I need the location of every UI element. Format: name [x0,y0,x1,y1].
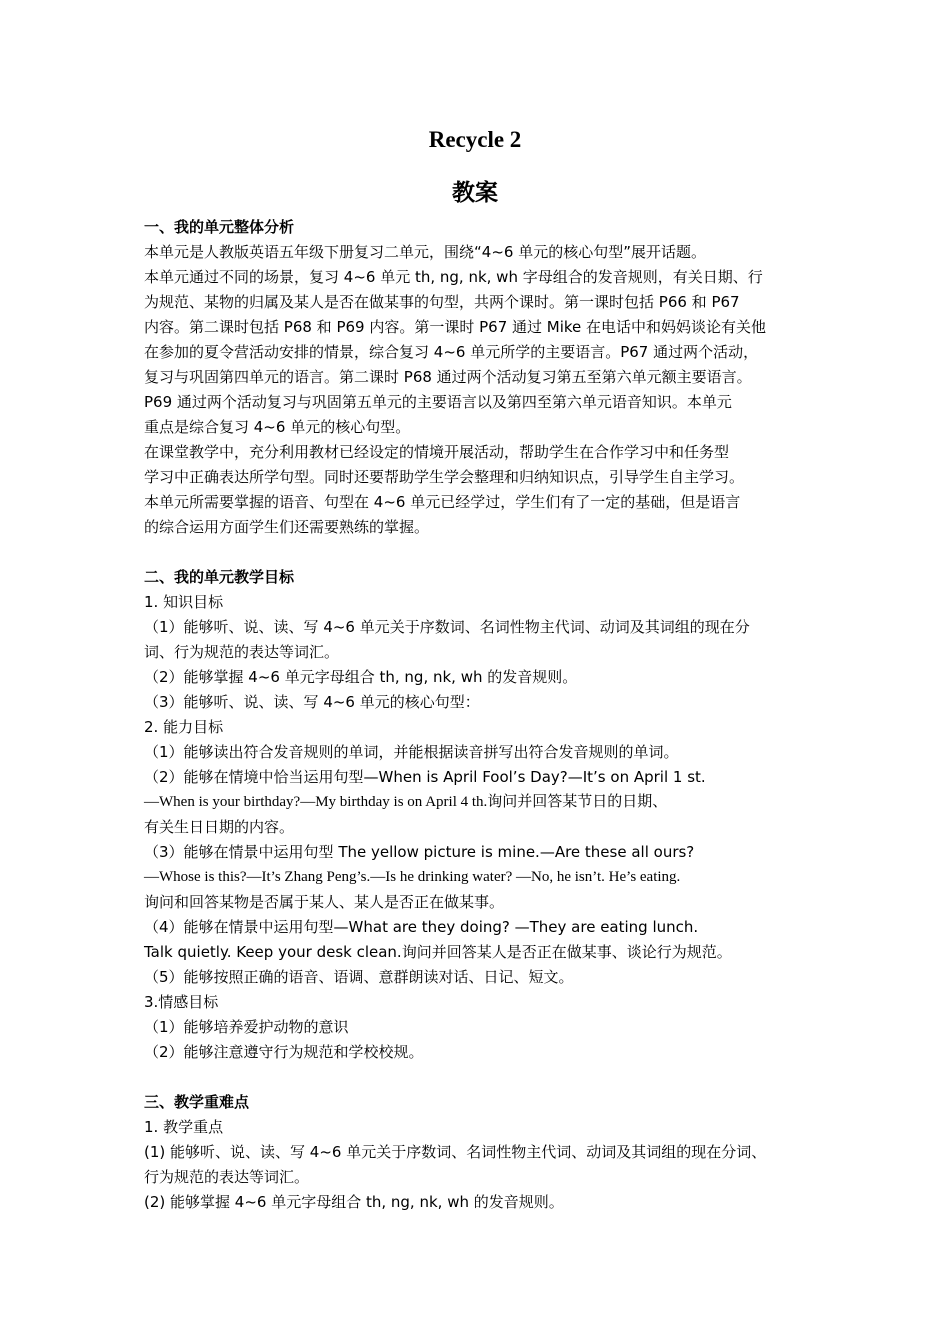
paragraph-line: 本单元所需要掌握的语音、句型在 4~6 单元已经学过，学生们有了一定的基础，但是语言 [144,493,741,511]
paragraph-line: 内容。第二课时包括 P68 和 P69 内容。第一课时 P67 通过 Mike 在电话中和妈妈谈论有关他 [144,318,767,336]
section-heading: 一、我的单元整体分析 [144,218,295,236]
document-subtitle: 教案 [452,180,498,206]
objective-line: 1. 知识目标 [144,593,224,611]
section-heading: 三、教学重难点 [144,1093,250,1111]
paragraph-line: 本单元是人教版英语五年级下册复习二单元，围绕“4~6 单元的核心句型”展开话题。 [144,243,706,261]
objective-line: （3）能够在情景中运用句型 The yellow picture is mine.—Are these all ours? [144,843,695,861]
paragraph-line: 本单元通过不同的场景，复习 4~6 单元 th, ng, nk, wh 字母组合的发音规则，有关日期、行 [144,268,763,286]
objective-line: （2）能够注意遵守行为规范和学校校规。 [144,1043,424,1061]
objective-line: 词、行为规范的表达等词汇。 [144,643,340,661]
section-gap [144,1065,824,1090]
paragraph-line: 为规范、某物的归属及某人是否在做某事的句型，共两个课时。第一课时包括 P66 和 P67 [144,293,740,311]
objective-line: 有关生日日期的内容。 [144,818,295,836]
paragraph-line: 学习中正确表达所学句型。同时还要帮助学生学会整理和归纳知识点，引导学生自主学习。 [144,468,745,486]
paragraph-line: 重点是综合复习 4~6 单元的核心句型。 [144,418,411,436]
key-point-line: 1. 教学重点 [144,1118,224,1136]
objective-line: （3）能够听、说、读、写 4~6 单元的核心句型： [144,693,480,711]
objective-line: （1）能够读出符合发音规则的单词，并能根据读音拼写出符合发音规则的单词。 [144,743,679,761]
key-point-line: (2) 能够掌握 4~6 单元字母组合 th, ng, nk, wh 的发音规则。 [144,1193,564,1211]
objective-line: （1）能够听、说、读、写 4~6 单元关于序数词、名词性物主代词、动词及其词组的现在分 [144,618,750,636]
key-point-line: (1) 能够听、说、读、写 4~6 单元关于序数词、名词性物主代词、动词及其词组的现在分词、 [144,1143,767,1161]
key-point-line: 行为规范的表达等词汇。 [144,1168,310,1186]
objective-line: —Whose is this?—It’s Zhang Peng’s.—Is he drinking water? —No, he isn’t. He’s eating. [144,869,681,885]
objective-line: 询问和回答某物是否属于某人、某人是否正在做某事。 [144,893,505,911]
objective-line: —When is your birthday?—My birthday is on April 4 th.询问并回答某节日的日期、 [144,794,668,810]
paragraph-line: P69 通过两个活动复习与巩固第五单元的主要语言以及第四至第六单元语音知识。本单元 [144,393,732,411]
document-body [144,215,824,1215]
objective-line: （4）能够在情景中运用句型—What are they doing? —They are eating lunch. [144,918,699,936]
objective-line: 3.情感目标 [144,993,219,1011]
paragraph-line: 复习与巩固第四单元的语言。第二课时 P68 通过两个活动复习第五至第六单元额主要语言。 [144,368,752,386]
objective-line: Talk quietly. Keep your desk clean.询问并回答某人是否正在做某事、谈论行为规范。 [144,943,732,961]
paragraph-line: 在课堂教学中，充分利用教材已经设定的情境开展活动，帮助学生在合作学习中和任务型 [144,443,730,461]
paragraph-line: 在参加的夏令营活动安排的情景，综合复习 4~6 单元所学的主要语言。P67 通过两个活动， [144,343,759,361]
section-gap [144,540,824,565]
document-title: Recycle 2 [428,127,522,152]
objective-line: （2）能够掌握 4~6 单元字母组合 th, ng, nk, wh 的发音规则。 [144,668,578,686]
objective-line: （2）能够在情境中恰当运用句型—When is April Fool’s Day?—It’s on April 1 st. [144,768,706,786]
objective-line: （5）能够按照正确的语音、语调、意群朗读对话、日记、短文。 [144,968,574,986]
paragraph-line: 的综合运用方面学生们还需要熟练的掌握。 [144,518,430,536]
objective-line: （1）能够培养爱护动物的意识 [144,1018,349,1036]
section-heading: 二、我的单元教学目标 [144,568,295,586]
objective-line: 2. 能力目标 [144,718,224,736]
